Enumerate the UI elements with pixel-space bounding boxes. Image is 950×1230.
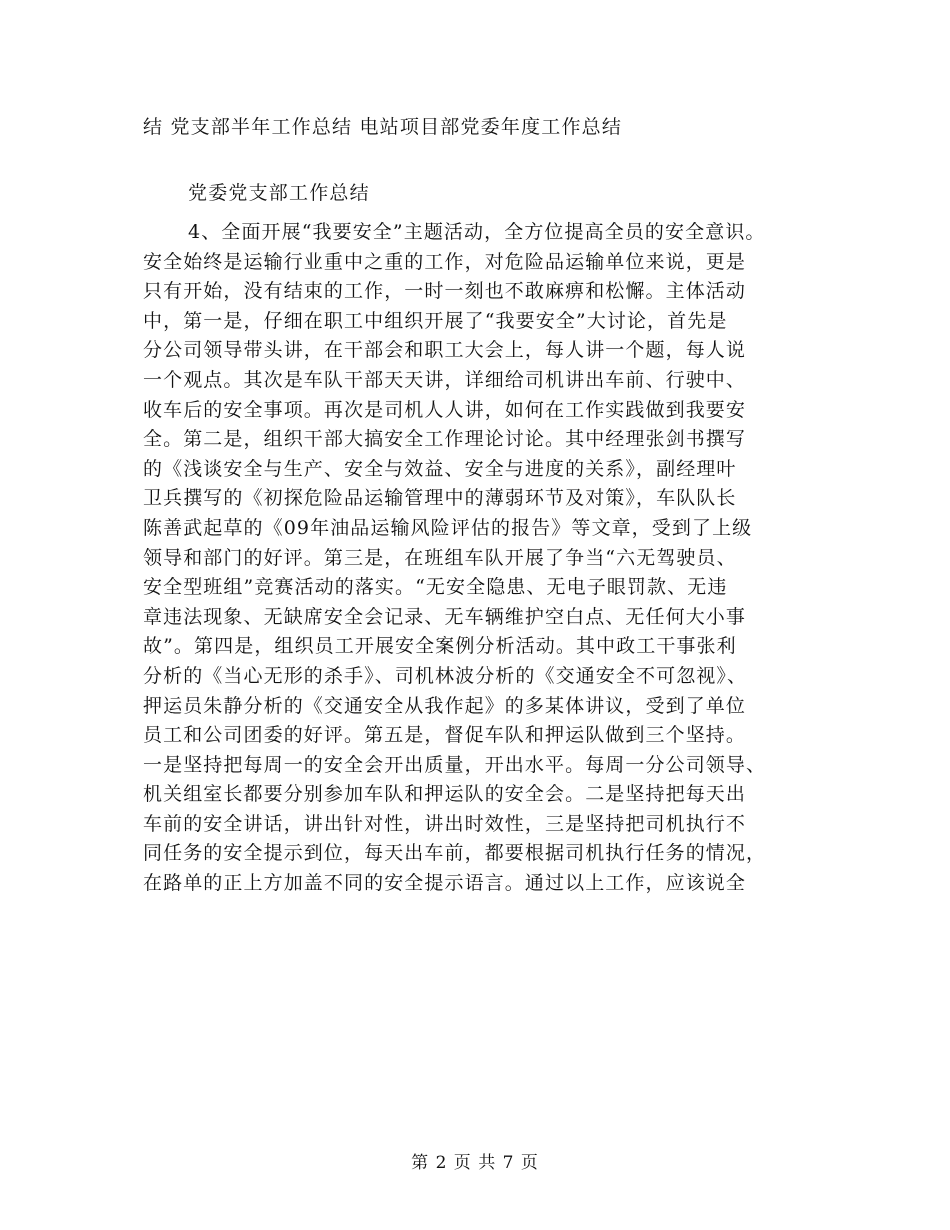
body-line: 同任务的安全提示到位，每天出车前，都要根据司机执行任务的情况， xyxy=(143,842,767,865)
body-line: 一个观点。其次是车队干部天天讲，详细给司机讲出车前、行驶中、 xyxy=(143,368,747,391)
body-line: 章违法现象、无缺席安全会记录、无车辆维护空白点、无任何大小事 xyxy=(143,605,747,628)
body-line: 机关组室长都要分别参加车队和押运队的安全会。二是坚持把每天出 xyxy=(143,783,747,806)
body-line: 4、全面开展“我要安全”主题活动，全方位提高全员的安全意识。 xyxy=(188,221,766,243)
body-line: 中，第一是，仔细在职工中组织开展了“我要安全”大讨论，首先是 xyxy=(143,309,728,332)
body-line: 分析的《当心无形的杀手》、司机林波分析的《交通安全不可忽视》、 xyxy=(143,664,748,687)
body-line: 只有开始，没有结束的工作，一时一刻也不敢麻痹和松懈。主体活动 xyxy=(143,280,747,303)
body-line: 一是坚持把每周一的安全会开出质量，开出水平。每周一分公司领导、 xyxy=(143,753,767,776)
body-line: 分公司领导带头讲，在干部会和职工大会上，每人讲一个题，每人说 xyxy=(143,339,747,362)
body-line: 员工和公司团委的好评。第五是，督促车队和押运队做到三个坚持。 xyxy=(143,724,747,747)
body-line: 在路单的正上方加盖不同的安全提示语言。通过以上工作，应该说全 xyxy=(143,872,747,895)
body-line: 安全型班组”竞赛活动的落实。“无安全隐患、无电子眼罚款、无违 xyxy=(143,576,728,599)
body-line: 陈善武起草的《09年油品运输风险评估的报告》等文章，受到了上级 xyxy=(143,516,753,539)
header-title-line: 结 党支部半年工作总结 电站项目部党委年度工作总结 xyxy=(143,116,623,138)
page-footer xyxy=(0,1148,950,1173)
body-line: 卫兵撰写的《初探危险品运输管理中的薄弱环节及对策》，车队队长 xyxy=(143,487,737,510)
body-line: 安全始终是运输行业重中之重的工作，对危险品运输单位来说，更是 xyxy=(143,250,747,273)
body-line: 车前的安全讲话，讲出针对性，讲出时效性，三是坚持把司机执行不 xyxy=(143,812,747,835)
body-line: 故”。第四是，组织员工开展安全案例分析活动。其中政工干事张利 xyxy=(143,635,737,658)
body-line: 收车后的安全事项。再次是司机人人讲，如何在工作实践做到我要安 xyxy=(143,398,747,421)
body-line: 领导和部门的好评。第三是，在班组车队开展了争当“六无驾驶员、 xyxy=(143,546,737,569)
body-line: 全。第二是，组织干部大搞安全工作理论讨论。其中经理张剑书撰写 xyxy=(143,428,747,451)
page-number-label: 第 2 页 共 7 页 xyxy=(411,1153,539,1173)
body-line: 的《浅谈安全与生产、安全与效益、安全与进度的关系》，副经理叶 xyxy=(143,457,737,480)
body-line: 押运员朱静分析的《交通安全从我作起》的多某体讲议，受到了单位 xyxy=(143,694,747,717)
section-title: 党委党支部工作总结 xyxy=(188,182,370,204)
body-text xyxy=(143,218,843,899)
